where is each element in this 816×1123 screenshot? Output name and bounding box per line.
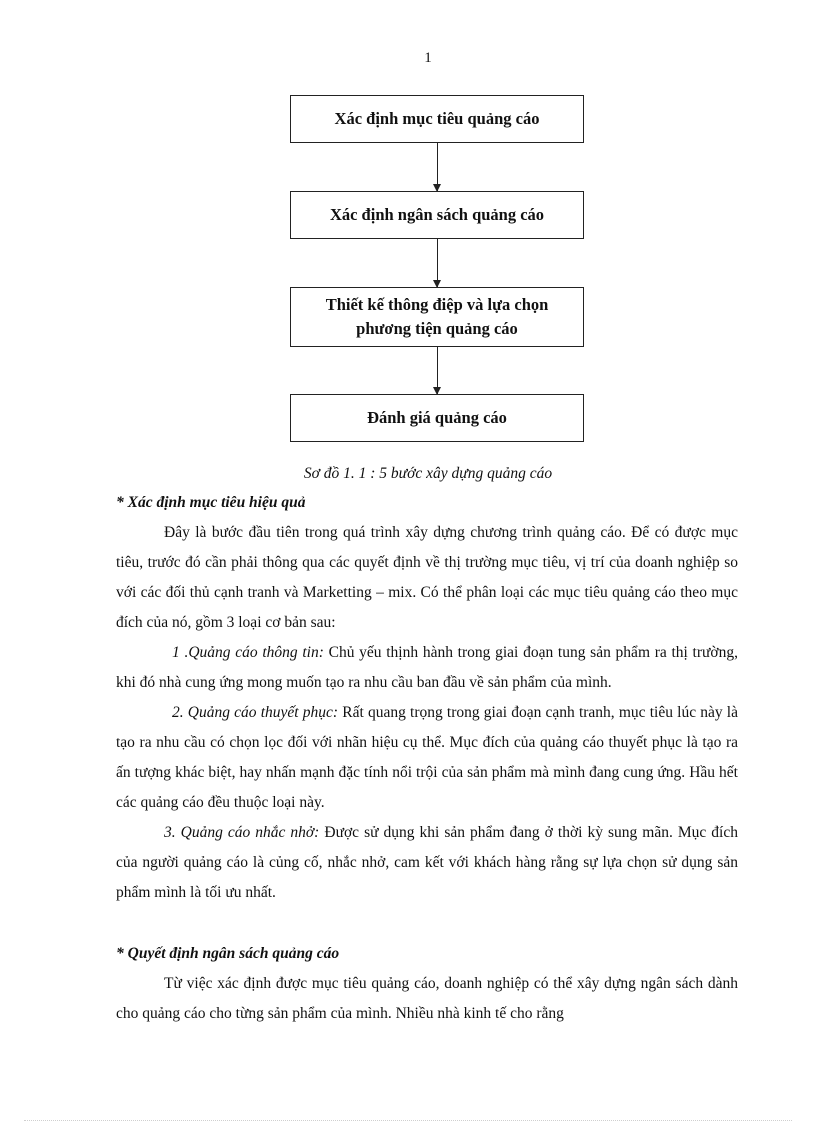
paragraph: Đây là bước đầu tiên trong quá trình xây dựng chương trình quảng cáo. Để có được mục tiêu, trước đó cần phải thông qua các quyết định về thị trường mục tiêu, vị trí của doanh nghiệp so với các đối thủ cạnh tranh và Marketting – mix. Có thể phân loại các mục tiêu quảng cáo theo mục đích của nó, gồm 3 loại cơ bản sau: xyxy=(116,524,738,631)
paragraph-informative-ads xyxy=(116,638,738,698)
section-heading-objectives: * Xác định mục tiêu hiệu quả xyxy=(116,494,306,511)
paragraph: Từ việc xác định được mục tiêu quảng cáo, doanh nghiệp có thể xây dựng ngân sách dành cho quảng cáo cho từng sản phẩm của mình. Nhiều nhà kinh tế cho rằng xyxy=(116,975,738,1022)
flowchart-step-budget xyxy=(290,191,584,239)
body-text xyxy=(116,518,738,908)
diagram-caption: Sơ đồ 1. 1 : 5 bước xây dựng quảng cáo xyxy=(303,465,553,482)
body-text-budget xyxy=(116,969,738,1029)
flow-arrow-down-icon xyxy=(437,347,438,394)
flowchart-step-evaluation xyxy=(290,394,584,442)
item-text: Chủ yếu thịnh hành trong giai đoạn tung sản phẩm ra thị trường, khi đó nhà cung ứng mong muốn tạo ra nhu cầu ban đầu về sản phẩm của mình. xyxy=(116,644,738,691)
step-label-line2: phương tiện quảng cáo xyxy=(356,319,518,338)
step-label: Đánh giá quảng cáo xyxy=(367,408,507,427)
step-label-line1: Thiết kế thông điệp và lựa chọn xyxy=(325,295,549,314)
item-label: 2. Quảng cáo thuyết phục: xyxy=(172,704,339,721)
item-text: Được sử dụng khi sản phẩm đang ở thời kỳ sung mãn. Mục đích của người quảng cáo là củng cố, nhắc nhở, cam kết với khách hàng rằng sự lựa chọn sử dụng sản phẩm mình là tối ưu nhất. xyxy=(116,824,738,901)
flowchart-step-message-media xyxy=(290,287,584,347)
flowchart-step-objectives xyxy=(290,95,584,143)
page-bottom-rule xyxy=(24,1120,792,1121)
item-text: Rất quang trọng trong giai đoạn cạnh tranh, mục tiêu lúc này là tạo ra nhu cầu có chọn lọc đối với nhãn hiệu cụ thể. Mục đích của quảng cáo thuyết phục là tạo ra ấn tượng khác biệt, hay nhấn mạnh đặc tính nổi trội của sản phẩm mà mình đang cung ứng. Hầu hết các quảng cáo đều thuộc loại này. xyxy=(116,704,738,811)
step-label: Xác định mục tiêu quảng cáo xyxy=(334,109,540,128)
flow-arrow-down-icon xyxy=(437,239,438,287)
paragraph-persuasive-ads xyxy=(116,698,738,818)
item-label: 3. Quảng cáo nhắc nhở: xyxy=(164,824,320,841)
step-label: Xác định ngân sách quảng cáo xyxy=(329,205,545,224)
section-heading-budget: * Quyết định ngân sách quảng cáo xyxy=(116,945,340,962)
flow-arrow-down-icon xyxy=(437,143,438,191)
page-number: 1 xyxy=(424,50,432,66)
paragraph-reminder-ads xyxy=(116,818,738,908)
item-label: 1 .Quảng cáo thông tin: xyxy=(172,644,324,661)
